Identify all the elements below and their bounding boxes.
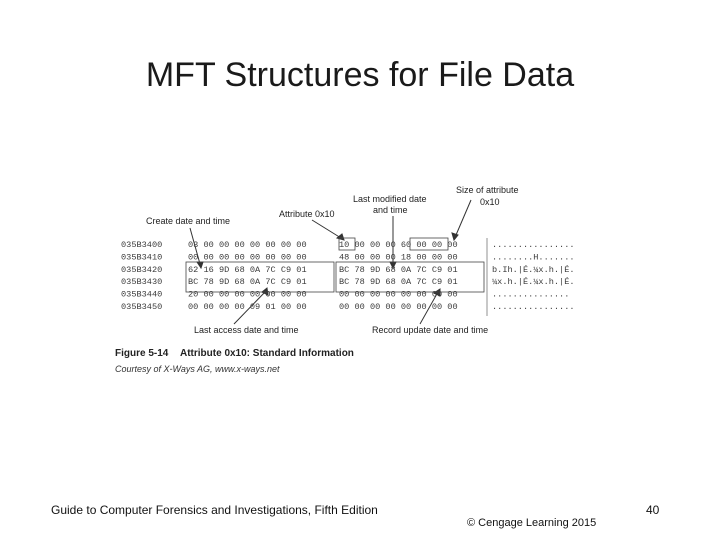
hex-rows [121,240,575,312]
annotation-create-date: Create date and time [146,216,231,226]
hex-bytes-right: 00 00 00 00 00 00 00 00 [339,289,458,300]
hex-bytes-right: 48 00 00 00 18 00 00 00 [339,252,458,263]
hex-bytes-right: 10 00 00 00 60 00 00 00 [339,240,458,250]
annotation-access-date: Last access date and time [194,325,299,335]
hex-bytes-left: 20 00 00 00 00 00 00 00 [188,289,307,300]
hex-ascii: ¼x.h.|É.¼x.h.|É. [492,277,575,288]
arrow-attribute [312,220,341,238]
arrow-size [456,200,471,235]
figure-label: Figure 5-14 [115,348,169,359]
hex-offset: 035B3440 [121,289,163,300]
hex-offset: 035B3410 [121,252,163,263]
arrow-size-head [452,233,458,240]
footer-copyright: © Cengage Learning 2015 [467,517,597,529]
hex-bytes-right: BC 78 9D 68 0A 7C C9 01 [339,264,458,275]
hex-dump [121,238,575,316]
hex-bytes-left: 00 00 00 00 00 00 00 00 [188,252,307,263]
annotation-record-update: Record update date and time [372,325,489,335]
annotation-attribute: Attribute 0x10 [279,209,335,219]
annotation-modified-line2: and time [373,205,408,215]
hex-ascii: ................ [492,240,575,250]
hex-bytes-left: 03 00 00 00 00 00 00 00 [188,240,307,250]
hex-ascii: ................ [492,302,575,312]
hex-ascii: b.Ih.|É.¼x.h.|É. [492,264,575,275]
hex-bytes-left: BC 78 9D 68 0A 7C C9 01 [188,277,307,288]
hex-offset: 035B3420 [121,264,163,275]
hex-bytes-right: BC 78 9D 68 0A 7C C9 01 [339,277,458,288]
hex-offset: 035B3400 [121,240,163,250]
hex-bytes-right: 00 00 00 00 00 00 00 00 [339,302,458,312]
annotation-size-line2: 0x10 [480,197,500,207]
footer-book-title: Guide to Computer Forensics and Investigations, Fifth Edition [51,503,378,517]
hex-ascii: ........H....... [492,252,575,263]
annotation-size-line1: Size of attribute [456,185,519,195]
figure-credit: Courtesy of X-Ways AG, www.x-ways.net [115,364,280,374]
figure-caption: Attribute 0x10: Standard Information [180,348,354,359]
hex-offset: 035B3430 [121,277,163,288]
slide-title: MFT Structures for File Data [145,56,575,94]
hex-bytes-left: 00 00 00 00 09 01 00 00 [188,302,307,312]
hex-ascii: ............... [492,289,570,300]
page-number: 40 [646,503,660,517]
hex-bytes-left: 62 16 9D 68 0A 7C C9 01 [188,264,307,275]
annotation-modified-line1: Last modified date [353,194,427,204]
hex-offset: 035B3450 [121,302,163,312]
